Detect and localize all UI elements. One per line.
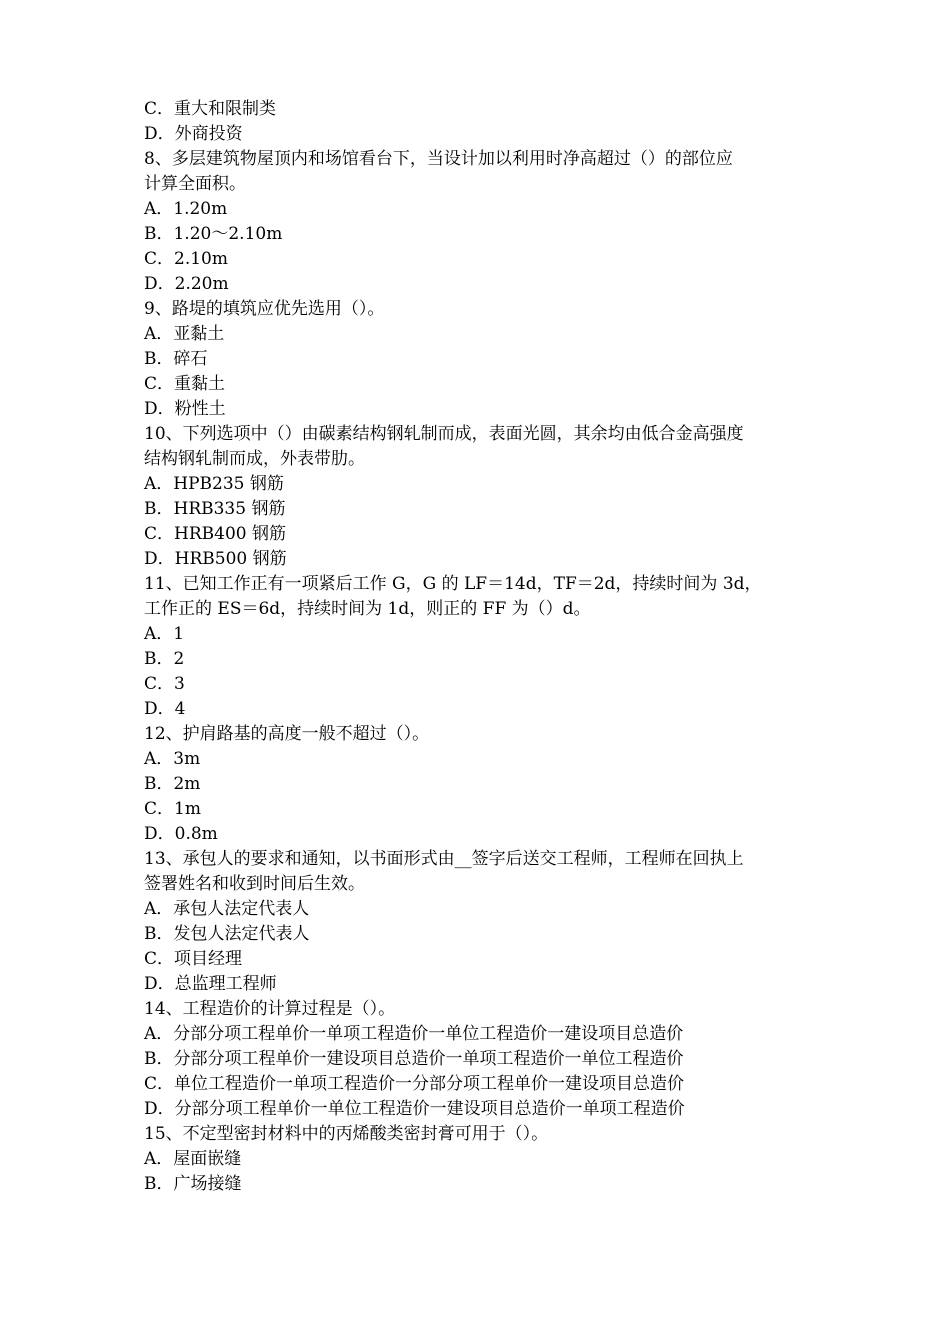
- option-a-q15: A．屋面嵌缝: [144, 1149, 242, 1169]
- option-d-q12: D．0.8m: [144, 824, 218, 844]
- option-c-q7: C．重大和限制类: [144, 99, 277, 119]
- question-12: 12、护肩路基的高度一般不超过（）。: [144, 724, 430, 744]
- option-c-q14: C．单位工程造价一单项工程造价一分部分项工程单价一建设项目总造价: [144, 1074, 685, 1094]
- option-c-q8: C．2.10m: [144, 249, 228, 269]
- option-b-q15: B．广场接缝: [144, 1174, 242, 1194]
- question-13-line-2: 签署姓名和收到时间后生效。: [144, 874, 365, 894]
- option-b-q8: B．1.20～2.10m: [144, 224, 283, 244]
- option-a-q9: A．亚黏土: [144, 324, 225, 344]
- option-d-q7: D．外商投资: [144, 124, 243, 144]
- option-b-q10: B．HRB335 钢筋: [144, 499, 286, 519]
- question-13-line-1: 13、承包人的要求和通知，以书面形式由__签字后送交工程师，工程师在回执上: [144, 849, 744, 869]
- option-c-q10: C．HRB400 钢筋: [144, 524, 286, 544]
- option-d-q13: D．总监理工程师: [144, 974, 277, 994]
- option-d-q14: D．分部分项工程单价一单位工程造价一建设项目总造价一单项工程造价: [144, 1099, 685, 1119]
- option-b-q12: B．2m: [144, 774, 201, 794]
- option-c-q12: C．1m: [144, 799, 201, 819]
- question-8-line-2: 计算全面积。: [144, 174, 246, 194]
- option-a-q12: A．3m: [144, 749, 201, 769]
- option-a-q13: A．承包人法定代表人: [144, 899, 310, 919]
- question-9: 9、路堤的填筑应优先选用（）。: [144, 299, 385, 319]
- question-11-line-2: 工作正的 ES＝6d，持续时间为 1d，则正的 FF 为（）d。: [144, 599, 591, 619]
- option-c-q11: C．3: [144, 674, 185, 694]
- option-b-q9: B．碎石: [144, 349, 208, 369]
- document-page: [144, 97, 824, 1197]
- option-d-q9: D．粉性土: [144, 399, 226, 419]
- option-d-q11: D．4: [144, 699, 186, 719]
- option-a-q10: A．HPB235 钢筋: [144, 474, 284, 494]
- option-d-q8: D．2.20m: [144, 274, 229, 294]
- option-a-q11: A．1: [144, 624, 185, 644]
- option-b-q13: B．发包人法定代表人: [144, 924, 310, 944]
- option-a-q8: A．1.20m: [144, 199, 228, 219]
- option-d-q10: D．HRB500 钢筋: [144, 549, 287, 569]
- option-b-q14: B．分部分项工程单价一建设项目总造价一单项工程造价一单位工程造价: [144, 1049, 684, 1069]
- question-14: 14、工程造价的计算过程是（）。: [144, 999, 396, 1019]
- option-c-q13: C．项目经理: [144, 949, 243, 969]
- question-10-line-2: 结构钢轧制而成，外表带肋。: [144, 449, 365, 469]
- question-15: 15、不定型密封材料中的丙烯酸类密封膏可用于（）。: [144, 1124, 549, 1144]
- question-11-line-1: 11、已知工作正有一项紧后工作 G，G 的 LF＝14d，TF＝2d，持续时间为 3d，: [144, 574, 762, 594]
- option-a-q14: A．分部分项工程单价一单项工程造价一单位工程造价一建设项目总造价: [144, 1024, 684, 1044]
- option-b-q11: B．2: [144, 649, 185, 669]
- question-10-line-1: 10、下列选项中（）由碳素结构钢轧制而成，表面光圆，其余均由低合金高强度: [144, 424, 744, 444]
- option-c-q9: C．重黏土: [144, 374, 226, 394]
- question-8-line-1: 8、多层建筑物屋顶内和场馆看台下，当设计加以利用时净高超过（）的部位应: [144, 149, 733, 169]
